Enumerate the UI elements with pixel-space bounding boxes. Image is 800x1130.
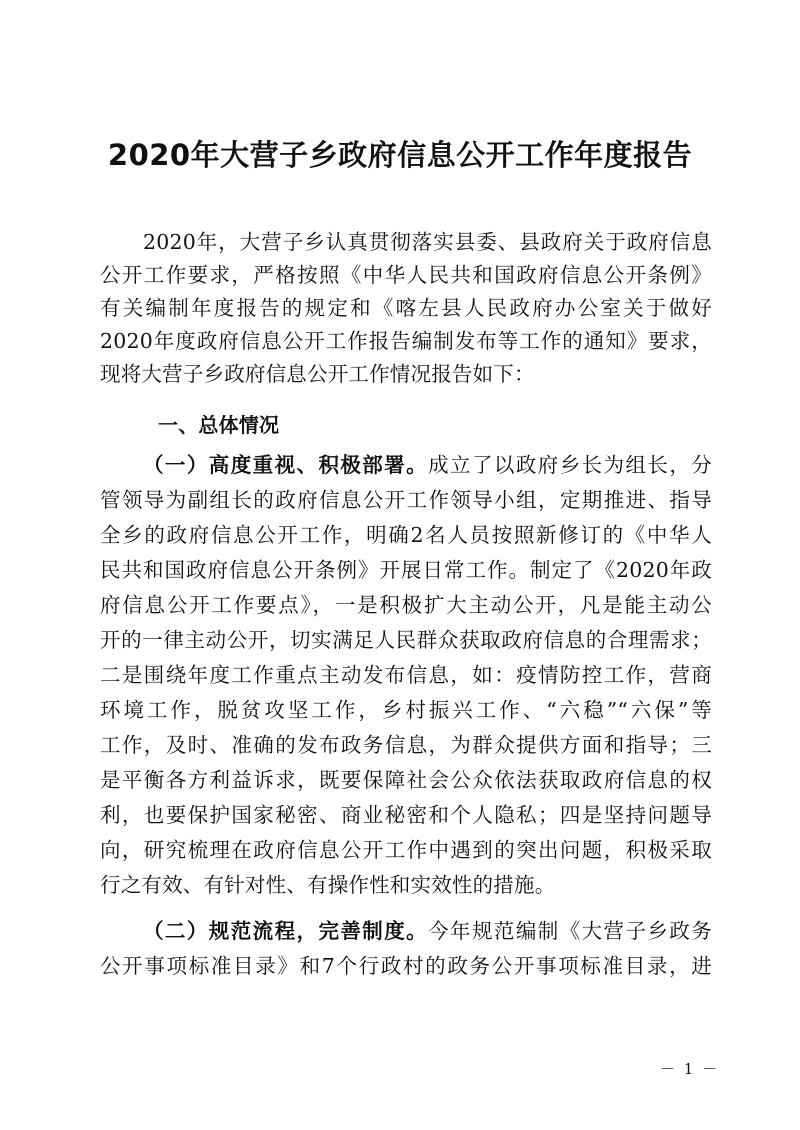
sub1-line: 管领导为副组长的政府信息公开工作领导小组，定期推进、指导 xyxy=(100,488,712,512)
sub2-lead: （二）规范流程，完善制度。 xyxy=(143,919,429,943)
sub2-first-line xyxy=(143,916,712,946)
sub2-first-rest: 今年规范编制《大营子乡政务 xyxy=(428,919,712,943)
sub1-line: 全乡的政府信息公开工作，明确2名人员按照新修订的《中华人 xyxy=(100,523,712,547)
intro-line-1: 2020年，大营子乡认真贯彻落实县委、县政府关于政府信息 xyxy=(143,230,712,254)
sub1-line: 环境工作，脱贫攻坚工作，乡村振兴工作、“六稳”“六保”等 xyxy=(100,698,712,722)
sub1-first-line xyxy=(143,450,712,480)
intro-line-2: 公开工作要求，严格按照《中华人民共和国政府信息公开条例》 xyxy=(100,263,712,287)
sub1-line: 行之有效、有针对性、有操作性和实效性的措施。 xyxy=(100,873,556,897)
sub1-line: 民共和国政府信息公开条例》开展日常工作。制定了《2020年政 xyxy=(100,558,712,582)
sub1-line: 向，研究梳理在政府信息公开工作中遇到的突出问题，积极采取 xyxy=(100,838,712,862)
sub1-line: 是平衡各方利益诉求，既要保障社会公众依法获取政府信息的权 xyxy=(100,768,712,792)
sub1-first-rest: 成立了以政府乡长为组长，分 xyxy=(428,453,712,477)
sub1-line: 利，也要保护国家秘密、商业秘密和个人隐私；四是坚持问题导 xyxy=(100,803,712,827)
sub1-lead: （一）高度重视、积极部署。 xyxy=(143,453,429,477)
page-number: － 1 － xyxy=(660,1060,720,1078)
intro-line-5: 现将大营子乡政府信息公开工作情况报告如下： xyxy=(100,362,535,386)
sub2-line: 公开事项标准目录》和7个行政村的政务公开事项标准目录，进 xyxy=(100,954,712,978)
sub1-line: 开的一律主动公开，切实满足人民群众获取政府信息的合理需求； xyxy=(100,628,712,652)
intro-line-4: 2020年度政府信息公开工作报告编制发布等工作的通知》要求， xyxy=(100,329,712,353)
intro-line-3: 有关编制年度报告的规定和《喀左县人民政府办公室关于做好 xyxy=(100,296,712,320)
sub1-line: 工作，及时、准确的发布政务信息，为群众提供方面和指导；三 xyxy=(100,733,712,757)
document-title: 2020年大营子乡政府信息公开工作年度报告 xyxy=(107,138,693,172)
sub1-line: 二是围绕年度工作重点主动发布信息，如：疫情防控工作，营商 xyxy=(100,663,712,687)
sub1-line: 府信息公开工作要点》，一是积极扩大主动公开，凡是能主动公 xyxy=(100,593,712,617)
section-heading-overview: 一、总体情况 xyxy=(158,413,280,437)
